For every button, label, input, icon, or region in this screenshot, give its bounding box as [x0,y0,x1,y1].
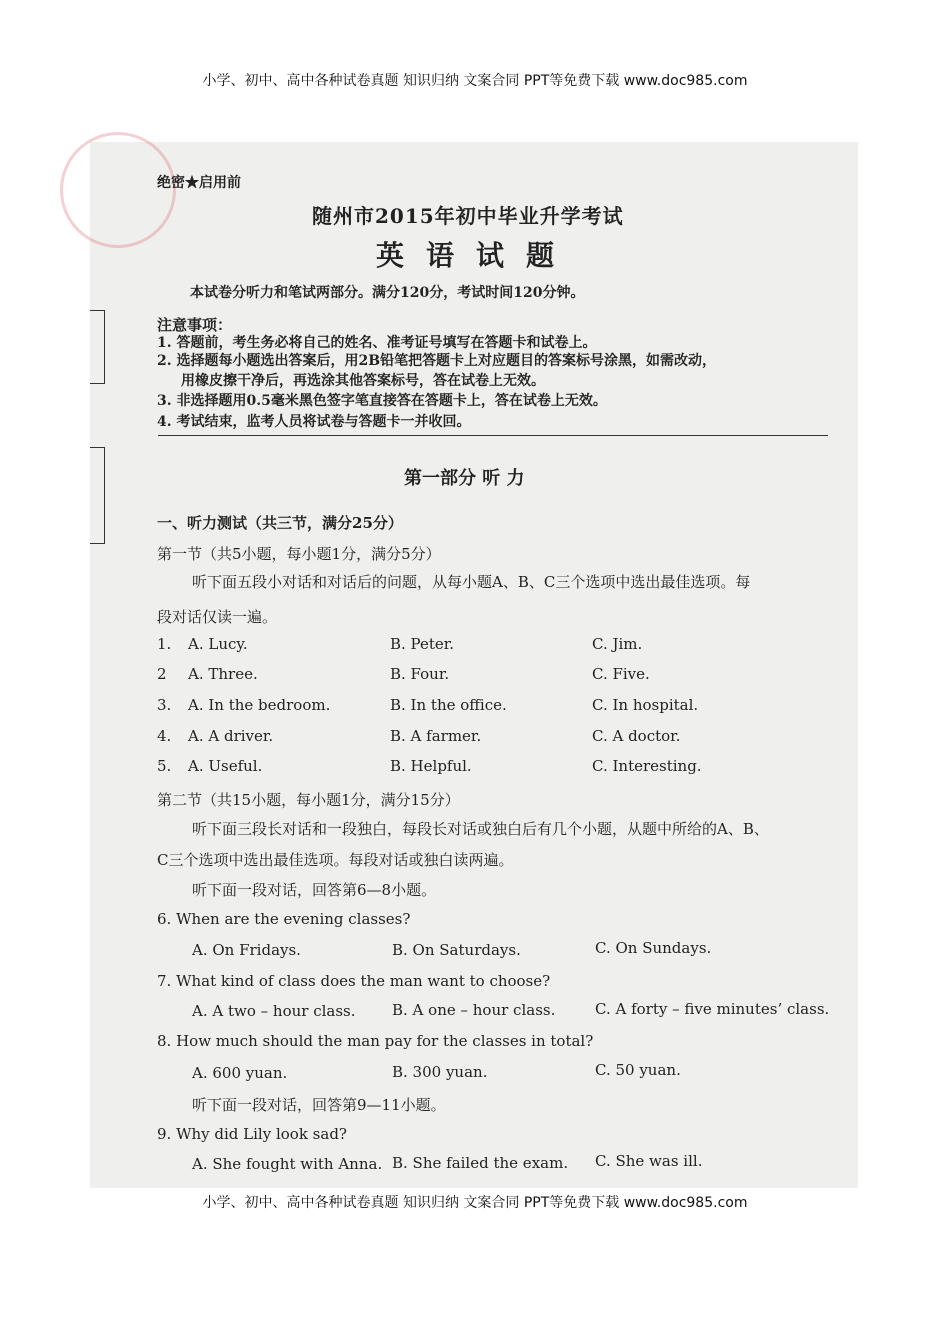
question-4-option-b: B. A farmer. [390,727,482,745]
question-7: 7. What kind of class does the man want to choose? [157,972,551,990]
intro: 本试卷分听力和笔试两部分。满分120分，考试时间120分钟。 [190,285,585,301]
note-3: 3. 非选择题用0.5毫米黑色签字笔直接答在答题卡上，答在试卷上无效。 [157,393,607,409]
note-1: 1. 答题前，考生务必将自己的姓名、准考证号填写在答题卡和试卷上。 [157,335,597,351]
question-3-option-b: B. In the office. [390,696,507,714]
section1-instruction-cont: 段对话仅读一遍。 [157,608,278,626]
dialog1-instruction: 听下面一段对话，回答第6—8小题。 [192,881,437,899]
q8-option-a: A. 600 yuan. [192,1064,288,1082]
q6-option-a: A. On Fridays. [192,941,301,959]
question-number: 1. [157,635,172,653]
section2-instruction-cont: C三个选项中选出最佳选项。每段对话或独白读两遍。 [157,851,514,869]
q7-option-b: B. A one – hour class. [392,1001,556,1019]
dialog2-instruction: 听下面一段对话，回答第9—11小题。 [192,1096,446,1114]
question-2-option-b: B. Four. [390,665,450,683]
note-2-cont: 用橡皮擦干净后，再选涂其他答案标号，答在试卷上无效。 [181,373,545,389]
question-1-option-b: B. Peter. [390,635,455,653]
question-5-option-a: A. Useful. [188,757,263,775]
section2-heading: 第二节（共15小题，每小题1分，满分15分） [157,791,460,809]
question-1-option-a: A. Lucy. [188,635,248,653]
watermark-top: 小学、初中、高中各种试卷真题 知识归纳 文案合同 PPT等免费下载 www.doc985.com [202,73,748,89]
scanned-page [90,142,858,1188]
question-9: 9. Why did Lily look sad? [157,1125,347,1143]
watermark-bottom: 小学、初中、高中各种试卷真题 知识归纳 文案合同 PPT等免费下载 www.doc985.com [202,1195,748,1211]
section-a-heading: 一、听力测试（共三节，满分25分） [157,514,403,532]
q6-option-b: B. On Saturdays. [392,941,521,959]
margin-box [90,310,105,384]
question-5-option-c: C. Interesting. [592,757,702,775]
note-4: 4. 考试结束，监考人员将试卷与答题卡一并收回。 [157,414,471,430]
subject-title: 英语试题 [376,239,577,272]
q9-option-b: B. She failed the exam. [392,1154,569,1172]
q7-option-a: A. A two – hour class. [192,1002,356,1020]
secret-label: 绝密★启用前 [157,175,241,191]
q8-option-b: B. 300 yuan. [392,1063,488,1081]
q6-option-c: C. On Sundays. [595,939,712,957]
question-8: 8. How much should the man pay for the classes in total? [157,1032,594,1050]
question-4-option-a: A. A driver. [188,727,274,745]
question-2-option-c: C. Five. [592,665,650,683]
exam-title: 随州市2015年初中毕业升学考试 [312,204,624,228]
question-4-option-c: C. A doctor. [592,727,681,745]
question-3-option-c: C. In hospital. [592,696,699,714]
margin-box [90,447,105,544]
question-6: 6. When are the evening classes? [157,910,411,928]
question-2-option-a: A. Three. [188,665,258,683]
section2-instruction: 听下面三段长对话和一段独白，每段长对话或独白后有几个小题，从题中所给的A、B、 [192,820,769,838]
question-number: 4. [157,727,172,745]
question-number: 2 [157,665,167,683]
part1-heading: 第一部分 听 力 [404,468,525,489]
q9-option-a: A. She fought with Anna. [192,1155,383,1173]
notes-title: 注意事项： [157,316,233,334]
divider [158,435,828,436]
q9-option-c: C. She was ill. [595,1152,703,1170]
question-number: 5. [157,757,172,775]
note-2: 2. 选择题每小题选出答案后，用2B铅笔把答题卡上对应题目的答案标号涂黑，如需改动， [157,353,717,369]
section1-heading: 第一节（共5小题，每小题1分，满分5分） [157,545,441,563]
question-3-option-a: A. In the bedroom. [188,696,331,714]
section1-instruction: 听下面五段小对话和对话后的问题，从每小题A、B、C三个选项中选出最佳选项。每 [192,573,751,591]
question-1-option-c: C. Jim. [592,635,643,653]
question-5-option-b: B. Helpful. [390,757,472,775]
q8-option-c: C. 50 yuan. [595,1061,681,1079]
question-number: 3. [157,696,172,714]
q7-option-c: C. A forty – five minutes’ class. [595,1000,830,1018]
